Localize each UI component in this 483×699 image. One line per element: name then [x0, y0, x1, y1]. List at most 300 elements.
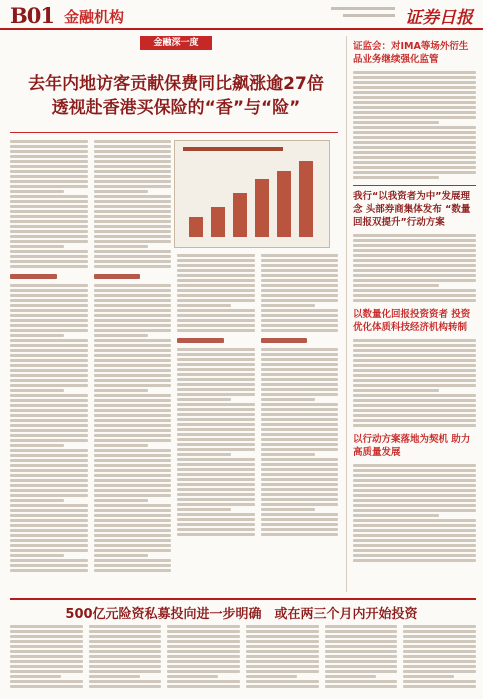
text-line-placeholder — [10, 670, 83, 673]
text-line-placeholder — [261, 319, 339, 322]
text-line-placeholder — [177, 528, 255, 531]
headline-rule — [10, 132, 338, 133]
text-line-placeholder — [177, 468, 255, 471]
text-line-placeholder — [10, 165, 88, 168]
text-line-placeholder — [10, 454, 88, 457]
text-line-placeholder — [353, 529, 476, 532]
text-line-placeholder — [353, 156, 476, 159]
text-line-placeholder — [10, 170, 88, 173]
text-line-placeholder — [94, 185, 172, 188]
text-line-placeholder — [261, 358, 339, 361]
text-line-placeholder — [177, 518, 255, 521]
text-line-placeholder — [353, 101, 476, 104]
text-line-placeholder — [177, 488, 255, 491]
text-line-placeholder — [261, 368, 339, 371]
text-line-placeholder — [353, 176, 439, 179]
text-line-placeholder — [325, 660, 398, 663]
text-line-placeholder — [89, 655, 162, 658]
text-line-placeholder — [261, 279, 339, 282]
text-line-placeholder — [353, 389, 439, 392]
text-line-placeholder — [353, 269, 476, 272]
text-line-placeholder — [177, 314, 255, 317]
text-line-placeholder — [353, 404, 476, 407]
column-tag: 金融深一度 — [140, 36, 212, 50]
text-line-placeholder — [177, 423, 255, 426]
text-line-placeholder — [261, 408, 339, 411]
text-line-placeholder — [261, 453, 315, 456]
text-line-placeholder — [10, 359, 88, 362]
text-line-placeholder — [94, 354, 172, 357]
text-line-placeholder — [94, 349, 172, 352]
text-line-placeholder — [261, 398, 315, 401]
text-line-placeholder — [177, 299, 255, 302]
text-line-placeholder — [353, 131, 476, 134]
text-column — [89, 625, 162, 691]
text-line-placeholder — [10, 319, 88, 322]
text-line-placeholder — [353, 534, 476, 537]
text-line-placeholder — [325, 665, 398, 668]
text-line-placeholder — [10, 324, 88, 327]
text-line-placeholder — [10, 414, 88, 417]
text-line-placeholder — [246, 660, 319, 663]
text-line-placeholder — [261, 483, 339, 486]
text-line-placeholder — [177, 443, 255, 446]
text-line-placeholder — [261, 314, 339, 317]
text-line-placeholder — [94, 439, 172, 442]
text-line-placeholder — [246, 635, 319, 638]
text-line-placeholder — [94, 250, 172, 253]
text-line-placeholder — [177, 254, 255, 257]
text-line-placeholder — [325, 650, 398, 653]
date-line-placeholder — [343, 14, 395, 17]
text-line-placeholder — [10, 394, 88, 397]
text-line-placeholder — [94, 309, 172, 312]
text-column — [325, 625, 398, 691]
text-line-placeholder — [261, 329, 339, 332]
text-line-placeholder — [353, 539, 476, 542]
text-line-placeholder — [94, 569, 172, 572]
text-line-placeholder — [94, 150, 172, 153]
text-line-placeholder — [94, 409, 172, 412]
text-line-placeholder — [177, 493, 255, 496]
side-text-block — [353, 464, 476, 562]
text-line-placeholder — [353, 249, 476, 252]
text-line-placeholder — [246, 645, 319, 648]
text-line-placeholder — [10, 484, 88, 487]
text-line-placeholder — [94, 529, 172, 532]
text-line-placeholder — [353, 484, 476, 487]
text-line-placeholder — [403, 625, 476, 628]
text-line-placeholder — [10, 514, 88, 517]
text-line-placeholder — [10, 479, 88, 482]
text-line-placeholder — [94, 359, 172, 362]
text-line-placeholder — [10, 255, 88, 258]
text-line-placeholder — [89, 645, 162, 648]
text-line-placeholder — [167, 635, 240, 638]
text-line-placeholder — [353, 554, 476, 557]
text-line-placeholder — [353, 489, 476, 492]
text-line-placeholder — [403, 680, 476, 683]
text-line-placeholder — [353, 494, 476, 497]
text-line-placeholder — [261, 468, 339, 471]
text-line-placeholder — [325, 635, 398, 638]
text-line-placeholder — [89, 685, 162, 688]
text-line-placeholder — [94, 334, 148, 337]
text-line-placeholder — [10, 329, 88, 332]
text-line-placeholder — [177, 503, 255, 506]
text-line-placeholder — [246, 625, 319, 628]
text-line-placeholder — [10, 384, 88, 387]
text-line-placeholder — [10, 294, 88, 297]
text-line-placeholder — [94, 235, 172, 238]
text-line-placeholder — [10, 225, 88, 228]
text-line-placeholder — [353, 344, 476, 347]
text-line-placeholder — [261, 488, 339, 491]
text-line-placeholder — [167, 685, 240, 688]
text-line-placeholder — [403, 635, 476, 638]
text-line-placeholder — [94, 155, 172, 158]
text-line-placeholder — [261, 418, 339, 421]
text-line-placeholder — [353, 559, 476, 562]
text-line-placeholder — [10, 640, 83, 643]
text-line-placeholder — [353, 364, 476, 367]
text-line-placeholder — [261, 299, 339, 302]
text-line-placeholder — [10, 665, 83, 668]
text-line-placeholder — [10, 190, 64, 193]
text-line-placeholder — [94, 230, 172, 233]
text-line-placeholder — [94, 210, 172, 213]
masthead — [0, 0, 483, 30]
text-line-placeholder — [94, 444, 148, 447]
text-line-placeholder — [177, 324, 255, 327]
text-line-placeholder — [94, 299, 172, 302]
text-line-placeholder — [10, 509, 88, 512]
text-line-placeholder — [10, 459, 88, 462]
text-line-placeholder — [325, 630, 398, 633]
text-line-placeholder — [10, 140, 88, 143]
text-line-placeholder — [261, 533, 339, 536]
text-line-placeholder — [94, 145, 172, 148]
text-line-placeholder — [10, 559, 88, 562]
text-line-placeholder — [10, 349, 88, 352]
text-line-placeholder — [10, 180, 88, 183]
text-line-placeholder — [10, 539, 88, 542]
text-line-placeholder — [261, 353, 339, 356]
text-line-placeholder — [167, 650, 240, 653]
text-line-placeholder — [94, 484, 172, 487]
text-line-placeholder — [177, 438, 255, 441]
text-line-placeholder — [94, 459, 172, 462]
text-line-placeholder — [94, 369, 172, 372]
text-line-placeholder — [94, 195, 172, 198]
text-line-placeholder — [177, 284, 255, 287]
text-line-placeholder — [94, 394, 172, 397]
text-line-placeholder — [261, 373, 339, 376]
text-line-placeholder — [177, 348, 255, 351]
infographic-bar — [189, 217, 203, 237]
text-line-placeholder — [261, 348, 339, 351]
text-line-placeholder — [10, 175, 88, 178]
text-line-placeholder — [353, 106, 476, 109]
text-line-placeholder — [353, 524, 476, 527]
text-line-placeholder — [10, 235, 88, 238]
text-line-placeholder — [10, 554, 64, 557]
text-line-placeholder — [177, 388, 255, 391]
text-line-placeholder — [177, 358, 255, 361]
text-line-placeholder — [353, 161, 476, 164]
text-line-placeholder — [94, 424, 172, 427]
text-line-placeholder — [10, 444, 64, 447]
text-line-placeholder — [10, 544, 88, 547]
text-line-placeholder — [353, 414, 476, 417]
text-line-placeholder — [177, 458, 255, 461]
text-line-placeholder — [89, 660, 162, 663]
text-line-placeholder — [167, 655, 240, 658]
text-line-placeholder — [10, 185, 88, 188]
text-line-placeholder — [10, 549, 88, 552]
infographic-bar — [233, 193, 247, 237]
text-line-placeholder — [261, 304, 315, 307]
text-line-placeholder — [261, 254, 339, 257]
section-title: 金融机构 — [64, 8, 125, 26]
text-line-placeholder — [353, 399, 476, 402]
text-line-placeholder — [353, 96, 476, 99]
text-line-placeholder — [94, 304, 172, 307]
text-line-placeholder — [94, 225, 172, 228]
text-line-placeholder — [353, 514, 439, 517]
text-line-placeholder — [403, 630, 476, 633]
text-line-placeholder — [353, 274, 476, 277]
text-line-placeholder — [177, 433, 255, 436]
text-line-placeholder — [167, 625, 240, 628]
text-line-placeholder — [177, 259, 255, 262]
text-line-placeholder — [94, 265, 172, 268]
text-line-placeholder — [353, 264, 476, 267]
text-line-placeholder — [10, 464, 88, 467]
text-line-placeholder — [10, 334, 64, 337]
text-line-placeholder — [94, 180, 172, 183]
text-line-placeholder — [353, 504, 476, 507]
text-line-placeholder — [10, 449, 88, 452]
text-line-placeholder — [177, 378, 255, 381]
text-line-placeholder — [94, 434, 172, 437]
text-line-placeholder — [246, 655, 319, 658]
text-line-placeholder — [10, 145, 88, 148]
text-line-placeholder — [261, 388, 339, 391]
text-line-placeholder — [261, 269, 339, 272]
text-line-placeholder — [10, 150, 88, 153]
text-line-placeholder — [10, 155, 88, 158]
text-line-placeholder — [353, 76, 476, 79]
text-line-placeholder — [10, 660, 83, 663]
infographic-bar — [277, 171, 291, 237]
text-line-placeholder — [261, 289, 339, 292]
text-line-placeholder — [353, 384, 476, 387]
text-line-placeholder — [261, 383, 339, 386]
text-line-placeholder — [10, 645, 83, 648]
text-line-placeholder — [325, 675, 376, 678]
text-line-placeholder — [353, 479, 476, 482]
text-line-placeholder — [261, 274, 339, 277]
text-line-placeholder — [94, 200, 172, 203]
side-headline-4: 以行动方案落地为契机 助力高质量发展 — [353, 434, 471, 458]
newspaper-logo: 证券日报 — [405, 8, 473, 28]
text-line-placeholder — [10, 564, 88, 567]
text-line-placeholder — [353, 359, 476, 362]
text-line-placeholder — [261, 503, 339, 506]
text-column — [167, 625, 240, 691]
text-line-placeholder — [10, 504, 88, 507]
text-column — [10, 140, 88, 580]
text-line-placeholder — [10, 650, 83, 653]
text-line-placeholder — [353, 146, 476, 149]
text-line-placeholder — [353, 339, 476, 342]
text-line-placeholder — [94, 474, 172, 477]
text-line-placeholder — [94, 389, 148, 392]
text-line-placeholder — [261, 478, 339, 481]
text-line-placeholder — [177, 448, 255, 451]
text-line-placeholder — [403, 640, 476, 643]
text-line-placeholder — [403, 660, 476, 663]
text-line-placeholder — [261, 498, 339, 501]
text-line-placeholder — [94, 554, 148, 557]
text-line-placeholder — [177, 368, 255, 371]
side-text-block — [353, 234, 476, 302]
text-line-placeholder — [94, 165, 172, 168]
headline-line-1: 去年内地访客贡献保费同比飙涨逾27倍 — [28, 74, 324, 94]
text-line-placeholder — [94, 220, 172, 223]
text-line-placeholder — [403, 645, 476, 648]
text-line-placeholder — [10, 424, 88, 427]
text-line-placeholder — [177, 478, 255, 481]
text-line-placeholder — [246, 680, 319, 683]
text-line-placeholder — [177, 408, 255, 411]
text-line-placeholder — [10, 210, 88, 213]
text-line-placeholder — [10, 260, 88, 263]
text-line-placeholder — [167, 640, 240, 643]
text-line-placeholder — [10, 289, 88, 292]
text-line-placeholder — [94, 429, 172, 432]
text-line-placeholder — [353, 369, 476, 372]
text-line-placeholder — [246, 650, 319, 653]
text-line-placeholder — [10, 250, 88, 253]
text-line-placeholder — [10, 215, 88, 218]
text-line-placeholder — [94, 294, 172, 297]
text-line-placeholder — [10, 469, 88, 472]
text-line-placeholder — [10, 685, 83, 688]
text-line-placeholder — [353, 141, 476, 144]
text-line-placeholder — [167, 665, 240, 668]
text-line-placeholder — [403, 655, 476, 658]
text-line-placeholder — [94, 404, 172, 407]
text-line-placeholder — [10, 200, 88, 203]
text-line-placeholder — [261, 528, 339, 531]
bottom-headline: 500亿元险资私募投向进一步明确 或在两三个月内开始投资 — [65, 607, 418, 622]
text-line-placeholder — [177, 383, 255, 386]
text-line-placeholder — [94, 289, 172, 292]
text-line-placeholder — [10, 625, 83, 628]
text-line-placeholder — [261, 473, 339, 476]
text-line-placeholder — [177, 418, 255, 421]
text-line-placeholder — [353, 394, 476, 397]
text-line-placeholder — [94, 489, 172, 492]
text-line-placeholder — [177, 294, 255, 297]
text-line-placeholder — [10, 655, 83, 658]
text-line-placeholder — [353, 499, 476, 502]
side-headline-1: 证监会：对IMA等场外衍生品业务继续强化监管 — [353, 41, 469, 65]
text-line-placeholder — [177, 264, 255, 267]
text-line-placeholder — [94, 544, 172, 547]
text-line-placeholder — [10, 240, 88, 243]
text-line-placeholder — [10, 195, 88, 198]
text-line-placeholder — [177, 523, 255, 526]
text-line-placeholder — [353, 469, 476, 472]
main-headline — [20, 72, 332, 120]
text-line-placeholder — [325, 680, 398, 683]
text-line-placeholder — [10, 529, 88, 532]
text-line-placeholder — [353, 81, 476, 84]
text-line-placeholder — [261, 518, 339, 521]
text-line-placeholder — [10, 489, 88, 492]
text-line-placeholder — [246, 665, 319, 668]
text-line-placeholder — [177, 513, 255, 516]
text-line-placeholder — [94, 539, 172, 542]
text-line-placeholder — [353, 234, 476, 237]
text-line-placeholder — [177, 413, 255, 416]
side-headline-3: 以数量化回报投资资者 投资优化体质科技经济机构转制 — [353, 309, 471, 333]
text-line-placeholder — [353, 86, 476, 89]
text-line-placeholder — [353, 299, 476, 302]
text-line-placeholder — [89, 665, 162, 668]
text-line-placeholder — [10, 524, 88, 527]
text-line-placeholder — [10, 404, 88, 407]
text-line-placeholder — [261, 428, 339, 431]
text-line-placeholder — [94, 519, 172, 522]
text-line-placeholder — [10, 499, 64, 502]
text-line-placeholder — [10, 309, 88, 312]
text-line-placeholder — [261, 284, 339, 287]
text-line-placeholder — [94, 504, 172, 507]
text-line-placeholder — [403, 675, 454, 678]
infographic-title-placeholder — [183, 147, 283, 151]
text-line-placeholder — [353, 126, 476, 129]
text-line-placeholder — [353, 509, 476, 512]
text-line-placeholder — [261, 423, 339, 426]
side-headline-2: 我行“以我资者为中”发展理念 头部券商集体发布 “数量回报双提升”行动方案 — [353, 191, 471, 228]
text-line-placeholder — [94, 399, 172, 402]
text-line-placeholder — [353, 166, 476, 169]
text-column — [246, 625, 319, 691]
text-line-placeholder — [94, 524, 172, 527]
text-line-placeholder — [325, 670, 398, 673]
text-line-placeholder — [246, 685, 319, 688]
text-line-placeholder — [10, 205, 88, 208]
text-line-placeholder — [94, 419, 172, 422]
text-line-placeholder — [261, 324, 339, 327]
text-line-placeholder — [261, 403, 339, 406]
text-line-placeholder — [353, 279, 476, 282]
text-line-placeholder — [353, 71, 476, 74]
text-line-placeholder — [10, 680, 83, 683]
text-line-placeholder — [353, 349, 476, 352]
text-line-placeholder — [403, 685, 476, 688]
text-line-placeholder — [10, 369, 88, 372]
text-line-placeholder — [94, 494, 172, 497]
text-line-placeholder — [10, 354, 88, 357]
text-line-placeholder — [94, 559, 172, 562]
text-line-placeholder — [94, 190, 148, 193]
text-line-placeholder — [94, 509, 172, 512]
